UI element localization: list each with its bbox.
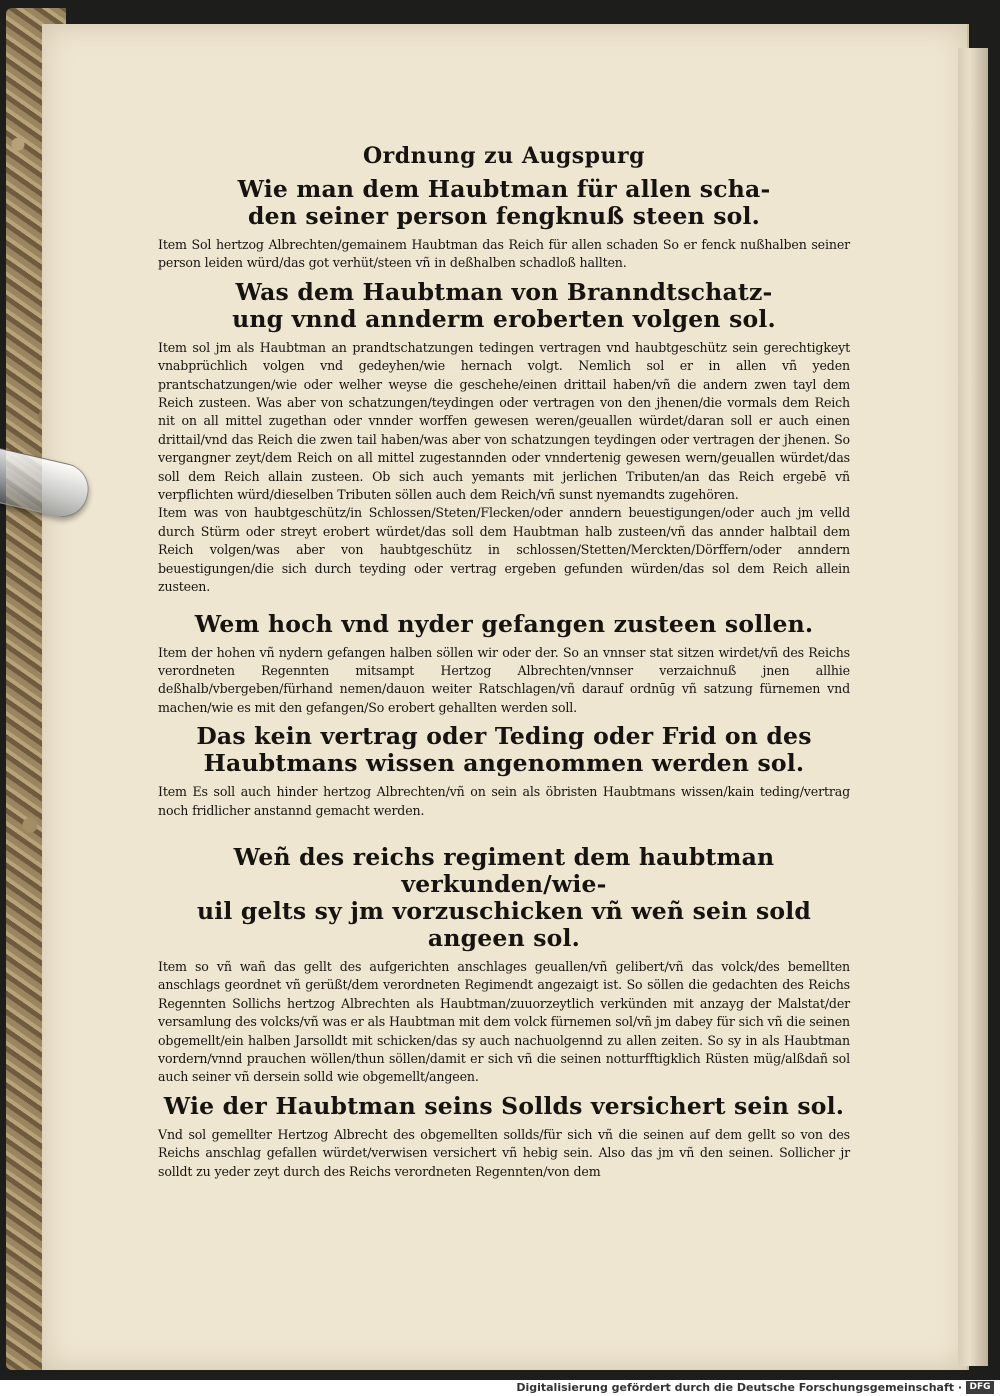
section-heading-line: uil gelts sy jm vorzuschicken vñ weñ sein sold angeen sol. [196,896,812,952]
page-content [158,100,850,1187]
section-paragraph: Item Sol hertzog Albrechten/gemainem Haubtman das Reich für allen schaden So er fenck nußhalben seiner person leiden würd/das got verhüt/steen vñ in deßhalben schadloß hallten. [158,237,850,271]
section-paragraph: Item der hohen vñ nydern gefangen halben söllen wir oder der. So an vnnser stat sitzen wirdet/vñ des Reichs verordneten Regennten mitsampt Hertzog Albrechten/vnnser verzaichnuß jnen allhie deßhalb/vbergeben/fürhand nemen/dauon weiter Ratschlagen/vñ darauf ordnūg vñ satzung fürnemen vnd machen/wie es mit den gefangen/So erobert gehallten werden soll. [158,644,850,715]
section-paragraph: Item Es soll auch hinder hertzog Albrechten/vñ on sein als öbristen Haubtmans wissen/kain teding/vertrag noch fridlicher anstannd gemacht werden. [158,784,850,818]
section-paragraph: Vnd sol gemellter Hertzog Albrecht des obgemellten sollds/für sich vñ die seinen auf dem gellt so von des Reichs anschlag gefallen würdet/verwisen versichert vñ hebig sein. Also das jm vñ den seinen. Sollicher jr solldt zu yeder zeyt durch des Reichs verordneten Regennten/von dem [158,1126,850,1179]
section-heading-line: Wie man dem Haubtman für allen scha- [237,175,771,203]
section-heading-line: Wem hoch vnd nyder gefangen zusteen sollen. [194,609,814,638]
document-title: Ordnung zu Augspurg [363,143,645,169]
section-heading-line: den seiner person fengknuß steen sol. [247,202,761,230]
section-paragraph: Item sol jm als Haubtman an prandtschatzungen tedingen vertragen vnd haubtgeschütz sein gerechtigkeyt vnabprüchlich volgen vnd gedeyhen/wie hernach volgt. Nemlich sol er in allen vñ yeden prantschatzungen/wie oder welher weyse die geschehe/einen drittail haben/vñ die andern zwen tayl dem Reich zusteen. Was aber von schatzungen/teydingen oder vertragen von den jhenen/die vormals dem Reich nit on all mittel zugethan oder vnnder worffen gewesen weren/geuallen würdet/daran soll er auch einen drittail/vnd das Reich die zwen tail haben/was aber von schatzungen teydingen oder vertragen der jhenen. So vergangner zeyt/dem Reich on all mittel zugestannden oder vnndertenig gewesen wern/geuallen würdet/das soll dem Reich allain zusteen. Ob sich auch yemants mit jerlichen Tributen/an das Reich ergebē vñ verpflichten würd/dieselben Tributen söllen auch dem Reich/vñ sunst nyemandts zugehören. [158,339,850,503]
section-heading-line: Haubtmans wissen angenommen werden sol. [203,749,805,778]
section-3 [158,611,850,718]
dfg-logo: DFG [966,1381,994,1394]
funding-credit: Digitalisierung gefördert durch die Deutsche Forschungsgemeinschaft · [516,1381,962,1394]
facing-page-edge [958,48,988,1366]
footer-bar [0,1380,1000,1396]
section-heading-line: Wie der Haubtman seins Sollds versichert sein sol. [163,1091,845,1120]
section-paragraph: Item so vñ wañ das gellt des aufgerichten anschlages geuallen/vñ gelibert/vñ das volck/des bemellten anschlags geordnet vñ gerüßt/dem verordneten Regimendt angezaigt ist. So söllen die gedachten des Reichs Regennten Sollichs hertzog Albrechten als Haubtman/zuuorzeytlich verkünden mit anzayg der Malstat/der versamlung des volcks/vñ was er als Haubtman mit dem volck fürnemen sol/vñ jm dabey für sich vñ die seinen obgemellt/ein halben Jarsolldt mit schicken/das sy auch nachuolgennd zu allen zeiten. So sy in als Haubtman vordern/vnnd prauchen wöllen/thun söllen/damit er sich vñ die seinen notturfftigklich Rüsten müg/alßdañ sol auch seiner vñ dersein solld wie obgemellt/angeen. [158,958,850,1085]
section-1 [158,176,850,273]
section-4 [158,723,850,820]
section-5 [158,844,850,1087]
section-2 [158,279,850,597]
section-6 [158,1093,850,1181]
section-heading-line: ung vnnd annderm eroberten volgen sol. [232,304,776,333]
section-heading-line: Das kein vertrag oder Teding oder Frid on des [196,722,812,751]
section-heading-line: Weñ des reichs regiment dem haubtman verkunden/wie- [233,842,775,898]
section-heading-line: Was dem Haubtman von Branndtschatz- [235,277,773,306]
section-paragraph: Item was von haubtgeschütz/in Schlossen/Steten/Flecken/oder anndern beuestigungen/oder auch jm velld durch Stürm oder streyt erobert würdet/das soll dem Haubtman halb zusteen/vñ das annder halbtail dem Reich volgen/was aber von haubtgeschütz in schlossen/Stetten/Merckten/Dörffern/oder anndern beuestigungen/die sich durch teyding oder vertrag ergeben gefunden würden/das sol dem Reich allein zusteen. [158,505,850,595]
